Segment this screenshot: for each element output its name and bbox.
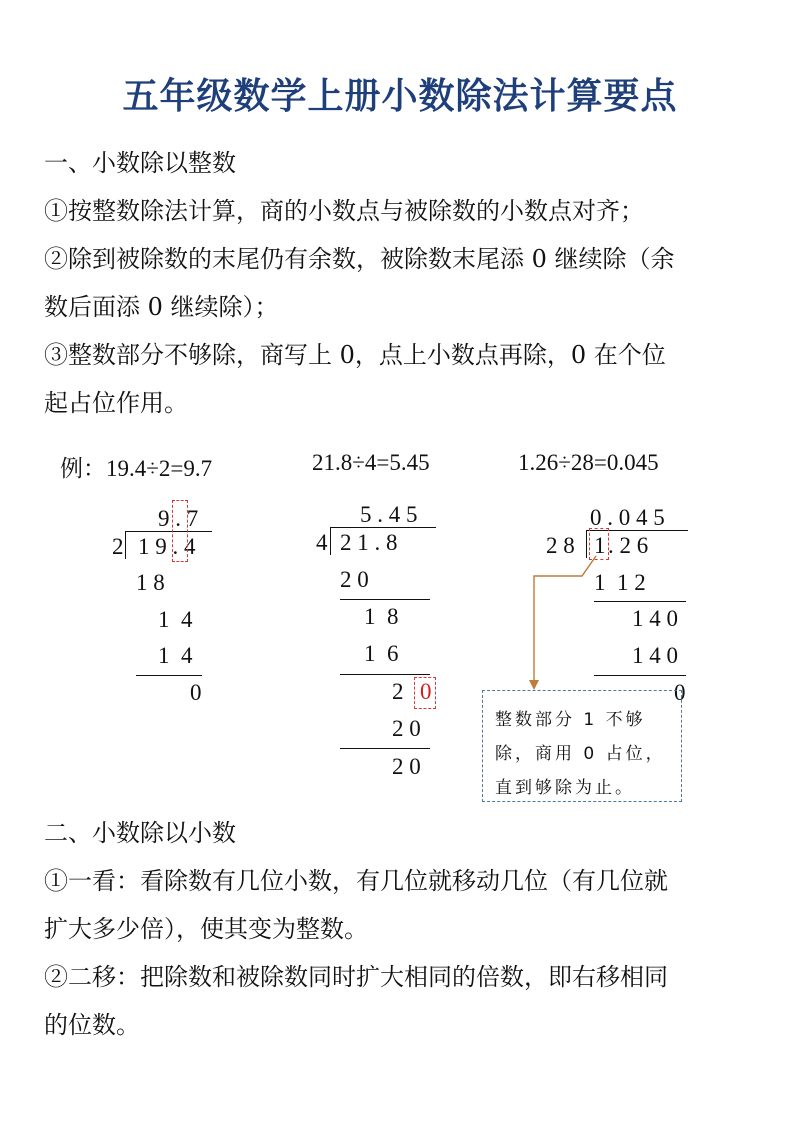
section2-rule1-line2: 扩大多少倍），使其变为整数。 (44, 915, 368, 943)
step-row: 1 4 0 (632, 643, 678, 668)
step-row: 1 8 (136, 570, 165, 595)
quotient: 5 . 4 5 (360, 502, 418, 527)
step-row: 1 4 (158, 607, 193, 632)
section1-rule2-line1: ②除到被除数的末尾仍有余数，被除数末尾添 0 继续除（余 (44, 245, 675, 273)
subtraction-line (340, 674, 430, 675)
division-bar (126, 531, 212, 532)
step-row: 0 (674, 680, 686, 705)
section1-rule3-line2: 起占位作用。 (44, 389, 188, 417)
page-title: 五年级数学上册小数除法计算要点 (122, 76, 678, 117)
step-row: 2 0 (340, 567, 369, 592)
dividend: 1 9 . 4 (138, 534, 196, 559)
section2-rule2-line2: 的位数。 (44, 1011, 140, 1039)
example-2: 21.8÷4=5.45 (312, 450, 430, 475)
section2-rule1-line1: ①一看：看除数有几位小数，有几位就移动几位（有几位就 (44, 867, 668, 895)
section1-rule3-line1: ③整数部分不够除，商写上 0，点上小数点再除，0 在个位 (44, 341, 666, 369)
step-row: 1 4 (158, 643, 193, 668)
decimal-point-highlight (172, 500, 188, 562)
step-row: 1 4 0 (632, 606, 678, 631)
step-row: 1 6 (364, 641, 399, 666)
example-1: 例：19.4÷2=9.7 (60, 456, 213, 481)
appended-zero: 0 (420, 679, 432, 704)
division-bracket (125, 531, 126, 559)
note-line: 直到够除为止。 (495, 778, 635, 798)
step-row: 2 0 (392, 716, 421, 741)
division-bracket (330, 527, 331, 555)
section2-heading: 二、小数除以小数 (44, 819, 236, 847)
quotient: 0 . 0 4 5 (590, 505, 665, 530)
note-callout (482, 690, 682, 802)
divisor: 2 (112, 534, 124, 559)
step-row: 1 8 (364, 604, 399, 629)
quotient: 9 . 7 (158, 506, 199, 531)
step-row: 2 (392, 679, 410, 704)
section1-heading: 一、小数除以整数 (44, 149, 236, 177)
divisor: 2 8 (546, 533, 575, 558)
appended-zero-highlight (414, 677, 436, 709)
callout-arrow (520, 550, 620, 695)
division-bar (330, 527, 436, 528)
section1-rule1: ①按整数除法计算，商的小数点与被除数的小数点对齐； (44, 197, 644, 225)
subtraction-line (136, 675, 202, 676)
subtraction-line (340, 599, 430, 600)
step-row: 2 0 (392, 754, 421, 779)
step-row: 1 1 2 (594, 570, 646, 595)
subtraction-line (340, 748, 430, 749)
dividend: 2 1 . 8 (340, 530, 398, 555)
step-row: 0 (190, 680, 202, 705)
divisor: 4 (316, 530, 328, 555)
example-3: 1.26÷28=0.045 (518, 450, 659, 475)
section1-rule2-line2: 数后面添 0 继续除）； (44, 293, 279, 321)
section2-rule2-line1: ②二移：把除数和被除数同时扩大相同的倍数，即右移相同 (44, 963, 668, 991)
note-line: 整数部分 1 不够 (495, 710, 646, 730)
dividend-first-digit: 1 (594, 533, 606, 558)
dividend-rest: . 2 6 (608, 533, 649, 558)
note-line: 除，商用 0 占位， (495, 744, 666, 764)
